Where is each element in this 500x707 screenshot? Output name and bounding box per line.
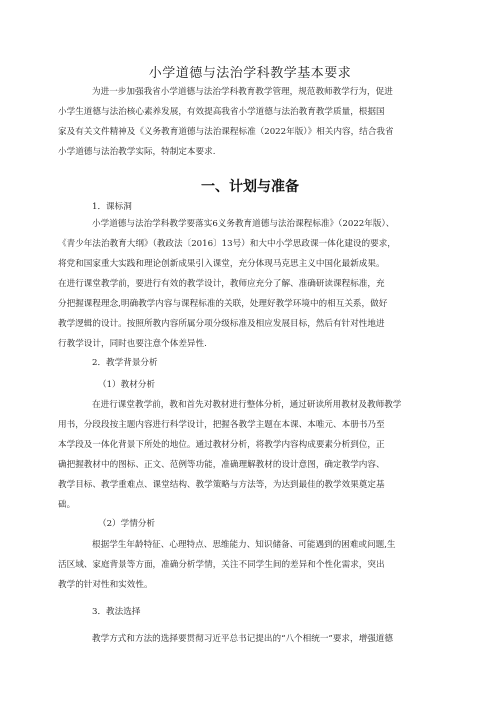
item-label: 3．教法选择: [92, 607, 141, 617]
body-line: 教学方式和方法的选择要贯彻习近平总书记提出的“八个相统一”要求，增强道德: [92, 634, 393, 644]
body-line: 小学道德与法治学科教学要落实6义务教育道德与法治课程标准》（2022年版）、: [92, 219, 395, 229]
body-line: 确把握教材中的图标、正文、范例等功能，准确理解教材的设计意图，确定教学内容、: [58, 460, 385, 470]
item-label: 1．课标洞: [92, 202, 132, 212]
body-line: 在进行课堂教学前，教和首先对教材进行整体分析，通过研读所用教材及教师教学: [92, 400, 402, 410]
body-line: 教学目标、教学重难点、课堂结构、教学策略与方法等，为达到最佳的教学效果奠定基: [58, 480, 385, 490]
body-line: 《青少年法治教育大纲》（教政法〔2016〕13号）和大中小学思政课一体化建设的要求，: [58, 239, 396, 249]
body-line: 行教学设计，同时也要注意个体差异性.: [58, 339, 207, 349]
body-line: 教学的针对性和实效性。: [58, 580, 153, 590]
item1-paragraph: [58, 214, 442, 354]
intro-paragraph: [58, 82, 442, 162]
intro-line: 家及有关文件精神及《义务教育道德与法治课程标准（2022年版）》相关内容，结合我省: [58, 127, 394, 137]
body-line: 将党和国家重大实践和理论创新成果引入课堂，充分体现马克思主义中国化最新成果。: [58, 259, 385, 269]
document-title: 小学道德与法治学科教学基本要求: [148, 66, 352, 81]
subitem1-paragraph: [58, 395, 442, 515]
body-line: 础。: [58, 500, 76, 510]
intro-line: 小学生道德与法治核心素养发展，有效提高我省小学道德与法治教育教学质量，根据国: [58, 107, 385, 117]
body-line: 用书，分段段按主题内容进行科学设计，把握各教学主题在本课、本唯元、本册书乃至: [58, 420, 385, 430]
body-line: 本学段及一体化背景下所处的地位。通过教材分析，将教学内容构成要素分析到位，正: [58, 440, 385, 450]
item-label: 2．教学背景分析: [92, 358, 158, 368]
section-heading: 一、计划与准备: [201, 179, 299, 195]
body-line: 在进行课堂教学前，要进行有效的教学设计，教师应充分了解、准确研读课程标准，充: [58, 279, 385, 289]
subitem-label: （2）学情分析: [98, 519, 156, 529]
item3-paragraph: [58, 629, 442, 649]
intro-line: 小学道德与法治教学实际，特制定本要求.: [58, 147, 216, 157]
subitem-label: （1）教材分析: [98, 380, 156, 390]
intro-line: 为进一步加强我省小学道德与法治学科教育教学管理，规范教师教学行为，促进: [92, 87, 393, 97]
body-line: 分把握课程理念,明确教学内容与课程标准的关联，处理好教学环境中的相互关系，做好: [58, 299, 388, 309]
body-line: 教学逻辑的设计。按照所教内容所属分项分级标准及相应发展目标，然后有针对性地进: [58, 319, 385, 329]
body-line: 活区域、家庭背景等方面，准确分析学情，关注不同学生间的差异和个性化需求，突出: [58, 560, 385, 570]
body-line: 根据学生年龄特征、心理特点、思维能力、知识储备、可能遇到的困难或问题,生: [92, 540, 396, 550]
subitem2-paragraph: [58, 535, 442, 595]
